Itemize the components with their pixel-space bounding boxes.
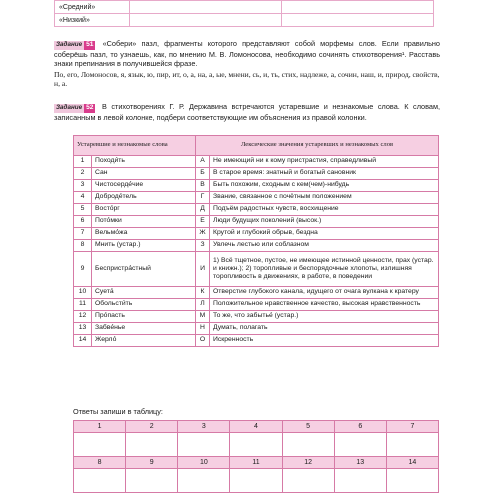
row-number: 4 [74,192,92,204]
meaning-cell: Подъём радостных чувств, восхищение [210,204,439,216]
word-cell: Забве́нье [92,323,196,335]
answer-number: 10 [178,457,230,469]
answer-number: 14 [386,457,438,469]
morpheme-fragments: По, его, Ломоносов, я, язык, ю, пир, ит, о, а, на, а, ые, мнени, сь, и, ть, стих, надлеже, а, сочин, наш, и, природ, свойств, н, а. [54,70,440,89]
meaning-cell: Думать, полагать [210,323,439,335]
exercise-number: 52 [86,104,94,111]
letter-cell: К [196,287,210,299]
table-row [74,192,439,204]
meaning-cell: Звание, связанное с почётным положением [210,192,439,204]
answer-cell[interactable] [334,469,386,493]
exercise-51 [54,39,440,69]
answer-number: 5 [282,421,334,433]
meaning-cell: Отверстие глубокого канала, идущего от очага вулкана к кратеру [210,287,439,299]
meaning-cell: В старое время: знатный и богатый сановник [210,168,439,180]
answer-number: 13 [334,457,386,469]
row-label: «Средний» [55,1,130,14]
exercise-52 [54,102,440,122]
row-number: 11 [74,299,92,311]
previous-table-fragment [54,0,434,27]
word-cell: Жерло́ [92,335,196,347]
word-cell: Походи́ть [92,156,196,168]
words-meanings-table [73,135,439,347]
answer-cell[interactable] [126,433,178,457]
table-row [74,216,439,228]
word-cell: Чистосерде́чие [92,180,196,192]
word-cell: Про́пасть [92,311,196,323]
answer-cell[interactable] [230,433,282,457]
row-number: 5 [74,204,92,216]
answer-number: 1 [74,421,126,433]
answer-cell[interactable] [74,433,126,457]
row-number: 12 [74,311,92,323]
answers-label: Ответы запиши в таблицу: [73,407,163,416]
answer-cell[interactable] [230,469,282,493]
row-number: 10 [74,287,92,299]
answer-cell[interactable] [178,469,230,493]
row-number: 9 [74,252,92,287]
meaning-cell: 1) Всё тщетное, пустое, не имеющее истинной ценности, прах (устар. и книжн.); 2) торопливые и беспорядочные хлопоты, излишняя торопливость в движениях, в работе, в поведении [210,252,439,287]
letter-cell: З [196,240,210,252]
letter-cell: М [196,311,210,323]
answer-cell[interactable] [74,469,126,493]
letter-cell: Л [196,299,210,311]
answer-cell[interactable] [386,469,438,493]
exercise-text: «Собери» пазл, фрагменты которого представляют собой морфемы слов. Если правильно соберёшь пазл, то узнаешь, как, по мнению М. В. Ломоносова, необходимо сочинять стихотворения¹. Расставь знаки препинания в получившейся фразе. [54,39,440,69]
header-meanings: Лексические значения устаревших и незнакомых слов [196,136,439,156]
letter-cell: Д [196,204,210,216]
letter-cell: Ж [196,228,210,240]
exercise-number: 51 [86,41,94,48]
word-cell: Беспристра́стный [92,252,196,287]
answer-cell[interactable] [178,433,230,457]
meaning-cell: Крутой и глубокий обрыв, бездна [210,228,439,240]
answer-cell[interactable] [126,469,178,493]
answer-cell[interactable] [334,433,386,457]
row-number: 7 [74,228,92,240]
meaning-cell: Искренность [210,335,439,347]
word-cell: Обольсти́ть [92,299,196,311]
answer-number: 6 [334,421,386,433]
exercise-label: Задание [56,104,83,111]
answer-number: 3 [178,421,230,433]
letter-cell: Е [196,216,210,228]
meaning-cell: То же, что забытье́ (устар.) [210,311,439,323]
word-cell: Восто́рг [92,204,196,216]
table-row [74,335,439,347]
table-row [74,252,439,287]
row-number: 3 [74,180,92,192]
exercise-text: В стихотворениях Г. Р. Державина встречаются устаревшие и незнакомые слова. К словам, записанным в левой колонке, подбери соответствующие им объяснения из правой колонки. [54,102,440,122]
table-row [74,204,439,216]
row-label: «Низкий» [55,14,130,27]
row-number: 1 [74,156,92,168]
answer-table-top [73,420,439,457]
meaning-cell: Увлечь лестью или соблазном [210,240,439,252]
answer-cell[interactable] [282,433,334,457]
letter-cell: О [196,335,210,347]
meaning-cell: Положительное нравственное качество, высокая нравственность [210,299,439,311]
word-cell: Доброде́тель [92,192,196,204]
meaning-cell: Люди будущих поколений (высок.) [210,216,439,228]
answer-number: 2 [126,421,178,433]
letter-cell: Б [196,168,210,180]
table-row [74,228,439,240]
word-cell: Пото́мки [92,216,196,228]
header-words: Устаревшие и незнакомые слова [74,136,196,156]
table-row [74,287,439,299]
letter-cell: И [196,252,210,287]
meaning-cell: Не имеющий ни к кому пристрастия, справедливый [210,156,439,168]
table-row [74,240,439,252]
meaning-cell: Быть похожим, сходным с кем(чем)-нибудь [210,180,439,192]
letter-cell: Н [196,323,210,335]
table-row [74,168,439,180]
word-cell: Вельмо́жа [92,228,196,240]
answer-table-bottom [73,456,439,493]
word-cell: Мнить (устар.) [92,240,196,252]
answer-cell[interactable] [386,433,438,457]
answer-number: 7 [386,421,438,433]
word-cell: Суета́ [92,287,196,299]
answer-number: 11 [230,457,282,469]
answer-number: 8 [74,457,126,469]
row-number: 6 [74,216,92,228]
row-number: 14 [74,335,92,347]
answer-number: 9 [126,457,178,469]
letter-cell: Г [196,192,210,204]
row-number: 2 [74,168,92,180]
letter-cell: В [196,180,210,192]
table-row [74,323,439,335]
answer-cell[interactable] [282,469,334,493]
table-row [74,311,439,323]
letter-cell: А [196,156,210,168]
table-row [74,180,439,192]
word-cell: Сан [92,168,196,180]
table-row [74,299,439,311]
row-number: 13 [74,323,92,335]
answer-number: 4 [230,421,282,433]
answer-number: 12 [282,457,334,469]
row-number: 8 [74,240,92,252]
table-row [74,156,439,168]
exercise-label: Задание [56,41,83,48]
